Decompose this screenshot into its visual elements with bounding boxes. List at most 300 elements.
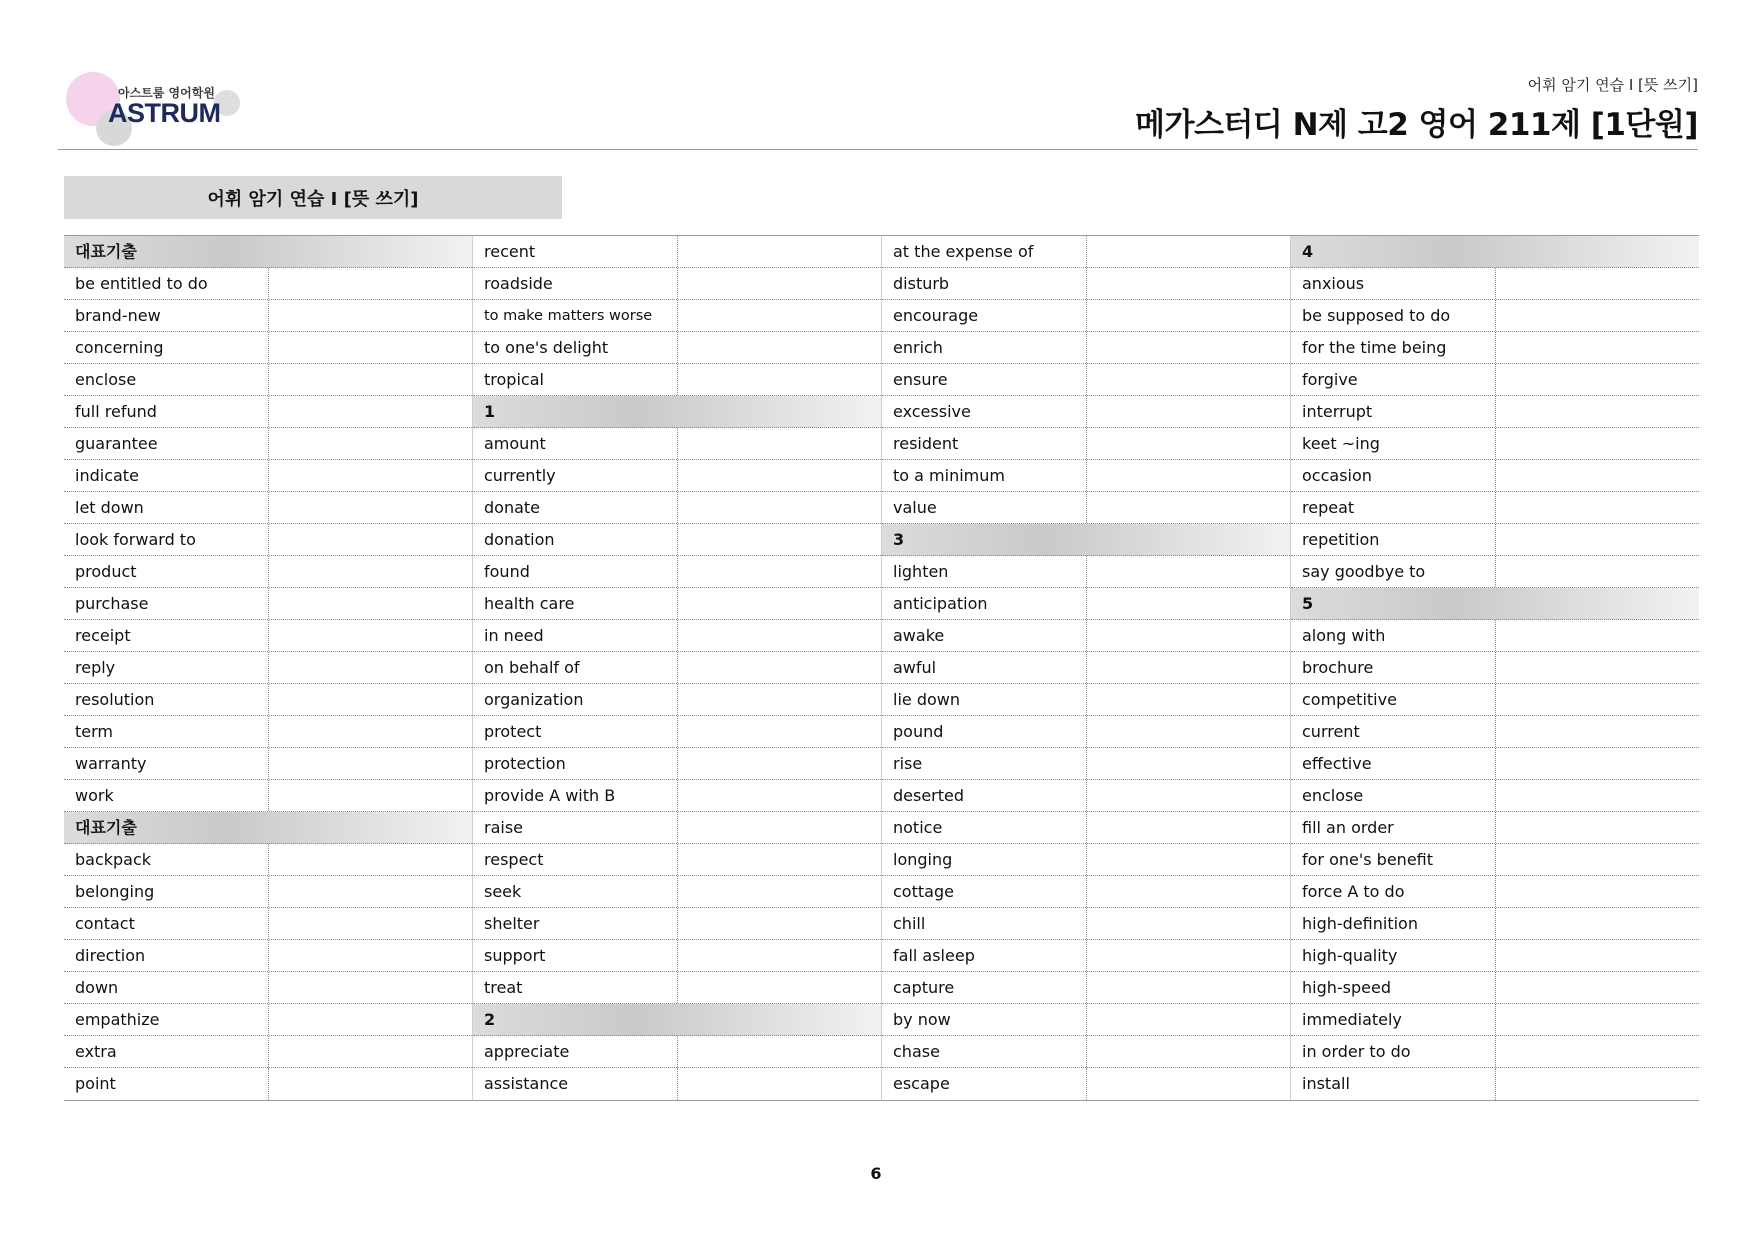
- vocab-word: awful: [893, 658, 937, 677]
- meaning-blank[interactable]: [268, 940, 472, 971]
- meaning-blank[interactable]: [1495, 844, 1699, 875]
- meaning-blank[interactable]: [1495, 716, 1699, 747]
- vocab-word: purchase: [75, 594, 149, 613]
- vocab-word: donation: [484, 530, 555, 549]
- meaning-blank[interactable]: [268, 844, 472, 875]
- vocab-word: by now: [893, 1010, 951, 1029]
- meaning-blank[interactable]: [1495, 1004, 1699, 1035]
- meaning-blank[interactable]: [677, 940, 881, 971]
- vocab-column-2: [473, 235, 882, 1101]
- vocab-word: forgive: [1302, 370, 1358, 389]
- meaning-blank[interactable]: [677, 652, 881, 683]
- meaning-blank[interactable]: [1086, 492, 1290, 523]
- vocab-row: [473, 748, 881, 780]
- vocab-table: [64, 235, 1699, 1101]
- vocab-row: [882, 1004, 1290, 1036]
- vocab-row: [1291, 908, 1699, 940]
- meaning-blank[interactable]: [1495, 908, 1699, 939]
- vocab-word: force A to do: [1302, 882, 1405, 901]
- meaning-blank[interactable]: [1495, 556, 1699, 587]
- meaning-blank[interactable]: [1086, 332, 1290, 363]
- vocab-word: let down: [75, 498, 144, 517]
- vocab-row: [64, 1004, 472, 1036]
- vocab-word: for the time being: [1302, 338, 1447, 357]
- section-heading: 대표기출: [64, 812, 472, 844]
- vocab-word: on behalf of: [484, 658, 580, 677]
- vocab-row: [64, 940, 472, 972]
- vocab-row: [473, 332, 881, 364]
- vocab-row: [64, 844, 472, 876]
- meaning-blank[interactable]: [1495, 492, 1699, 523]
- vocab-word: protect: [484, 722, 542, 741]
- section-heading: 2: [473, 1004, 881, 1036]
- meaning-blank[interactable]: [1495, 396, 1699, 427]
- meaning-blank[interactable]: [1495, 1036, 1699, 1067]
- meaning-blank[interactable]: [268, 364, 472, 395]
- vocab-word: backpack: [75, 850, 152, 869]
- meaning-blank[interactable]: [268, 780, 472, 811]
- vocab-row: [1291, 396, 1699, 428]
- vocab-word: awake: [893, 626, 945, 645]
- meaning-blank[interactable]: [1086, 780, 1290, 811]
- vocab-row: [1291, 620, 1699, 652]
- section-heading: 5: [1291, 588, 1699, 620]
- vocab-word: point: [75, 1074, 116, 1093]
- meaning-blank[interactable]: [1495, 940, 1699, 971]
- section-heading: 대표기출: [64, 236, 472, 268]
- vocab-word: anxious: [1302, 274, 1365, 293]
- vocab-word: raise: [484, 818, 524, 837]
- vocab-word: concerning: [75, 338, 164, 357]
- vocab-word: guarantee: [75, 434, 158, 453]
- vocab-row: [64, 492, 472, 524]
- vocab-row: [882, 396, 1290, 428]
- meaning-blank[interactable]: [268, 748, 472, 779]
- header-divider: [58, 149, 1698, 150]
- meaning-blank[interactable]: [268, 908, 472, 939]
- meaning-blank[interactable]: [1495, 364, 1699, 395]
- vocab-row: [1291, 524, 1699, 556]
- vocab-word: high-speed: [1302, 978, 1391, 997]
- vocab-word: be supposed to do: [1302, 306, 1451, 325]
- vocab-word: encourage: [893, 306, 979, 325]
- vocab-row: [882, 972, 1290, 1004]
- vocab-row: [882, 844, 1290, 876]
- vocab-row: [473, 268, 881, 300]
- vocab-row: [64, 588, 472, 620]
- vocab-row: [882, 588, 1290, 620]
- meaning-blank[interactable]: [677, 236, 881, 267]
- page-number: 6: [870, 1164, 882, 1183]
- vocab-row: [882, 556, 1290, 588]
- vocab-row: [473, 492, 881, 524]
- meaning-blank[interactable]: [268, 716, 472, 747]
- vocab-word: longing: [893, 850, 953, 869]
- page-title: 메가스터디 N제 고2 영어 211제 [1단원]: [1135, 107, 1698, 143]
- meaning-blank[interactable]: [1495, 652, 1699, 683]
- vocab-word: pound: [893, 722, 944, 741]
- vocab-word: competitive: [1302, 690, 1397, 709]
- vocab-word: protection: [484, 754, 566, 773]
- meaning-blank[interactable]: [1086, 748, 1290, 779]
- meaning-blank[interactable]: [677, 332, 881, 363]
- vocab-row: [64, 460, 472, 492]
- meaning-blank[interactable]: [677, 268, 881, 299]
- vocab-word: repetition: [1302, 530, 1380, 549]
- vocab-row: [882, 652, 1290, 684]
- meaning-blank[interactable]: [268, 588, 472, 619]
- vocab-word: to one's delight: [484, 338, 609, 357]
- vocab-word: respect: [484, 850, 544, 869]
- meaning-blank[interactable]: [677, 1036, 881, 1067]
- vocab-row: [64, 300, 472, 332]
- meaning-blank[interactable]: [1086, 364, 1290, 395]
- vocab-row: [1291, 972, 1699, 1004]
- vocab-row: [882, 716, 1290, 748]
- vocab-row: [64, 972, 472, 1004]
- meaning-blank[interactable]: [268, 524, 472, 555]
- meaning-blank[interactable]: [677, 460, 881, 491]
- meaning-blank[interactable]: [1495, 1068, 1699, 1100]
- vocab-row: [64, 620, 472, 652]
- meaning-blank[interactable]: [268, 460, 472, 491]
- vocab-word: provide A with B: [484, 786, 616, 805]
- vocab-word: look forward to: [75, 530, 196, 549]
- vocab-word: treat: [484, 978, 523, 997]
- header-subtitle: 어휘 암기 연습 I [뜻 쓰기]: [1527, 76, 1698, 94]
- vocab-row: [1291, 428, 1699, 460]
- vocab-row: [1291, 940, 1699, 972]
- meaning-blank[interactable]: [268, 332, 472, 363]
- meaning-blank[interactable]: [677, 620, 881, 651]
- vocab-row: [473, 940, 881, 972]
- meaning-blank[interactable]: [677, 588, 881, 619]
- meaning-blank[interactable]: [1495, 748, 1699, 779]
- meaning-blank[interactable]: [1086, 1068, 1290, 1100]
- vocab-row: [473, 588, 881, 620]
- vocab-row: [882, 492, 1290, 524]
- meaning-blank[interactable]: [1495, 620, 1699, 651]
- vocab-row: [473, 908, 881, 940]
- meaning-blank[interactable]: [1495, 684, 1699, 715]
- vocab-word: for one's benefit: [1302, 850, 1434, 869]
- vocab-word: say goodbye to: [1302, 562, 1426, 581]
- vocab-word: immediately: [1302, 1010, 1402, 1029]
- vocab-row: [1291, 492, 1699, 524]
- meaning-blank[interactable]: [1086, 620, 1290, 651]
- vocab-word: found: [484, 562, 530, 581]
- meaning-blank[interactable]: [1086, 716, 1290, 747]
- meaning-blank[interactable]: [268, 396, 472, 427]
- vocab-row: [1291, 812, 1699, 844]
- vocab-row: [473, 876, 881, 908]
- vocab-word: lie down: [893, 690, 960, 709]
- meaning-blank[interactable]: [268, 1036, 472, 1067]
- section-heading: 1: [473, 396, 881, 428]
- vocab-word: high-definition: [1302, 914, 1418, 933]
- meaning-blank[interactable]: [1495, 268, 1699, 299]
- meaning-blank[interactable]: [677, 972, 881, 1003]
- vocab-word: reply: [75, 658, 116, 677]
- meaning-blank[interactable]: [1495, 332, 1699, 363]
- meaning-blank[interactable]: [1086, 1004, 1290, 1035]
- vocab-row: [473, 652, 881, 684]
- meaning-blank[interactable]: [1086, 972, 1290, 1003]
- vocab-word: effective: [1302, 754, 1372, 773]
- vocab-row: [1291, 268, 1699, 300]
- vocab-row: [473, 844, 881, 876]
- meaning-blank[interactable]: [1086, 396, 1290, 427]
- vocab-row: [882, 428, 1290, 460]
- section-heading: 4: [1291, 236, 1699, 268]
- vocab-row: [473, 1068, 881, 1100]
- vocab-row: [882, 876, 1290, 908]
- meaning-blank[interactable]: [677, 364, 881, 395]
- vocab-word: shelter: [484, 914, 540, 933]
- vocab-word: excessive: [893, 402, 971, 421]
- header: [1135, 74, 1698, 144]
- vocab-row: [473, 460, 881, 492]
- vocab-row: [1291, 876, 1699, 908]
- vocab-row: [882, 268, 1290, 300]
- logo-subtitle: 아스트룸 영어학원: [118, 86, 215, 100]
- meaning-blank[interactable]: [677, 524, 881, 555]
- vocab-row: [882, 332, 1290, 364]
- meaning-blank[interactable]: [677, 300, 881, 331]
- vocab-word: to make matters worse: [484, 308, 653, 324]
- vocab-row: [473, 524, 881, 556]
- vocab-row: [882, 780, 1290, 812]
- vocab-word: amount: [484, 434, 546, 453]
- vocab-word: recent: [484, 242, 536, 261]
- meaning-blank[interactable]: [1495, 300, 1699, 331]
- vocab-word: chase: [893, 1042, 940, 1061]
- vocab-row: [473, 236, 881, 268]
- vocab-row: [1291, 652, 1699, 684]
- vocab-word: brand-new: [75, 306, 161, 325]
- vocab-word: deserted: [893, 786, 965, 805]
- vocab-row: [882, 236, 1290, 268]
- meaning-blank[interactable]: [1086, 844, 1290, 875]
- meaning-blank[interactable]: [677, 492, 881, 523]
- vocab-row: [473, 780, 881, 812]
- vocab-word: high-quality: [1302, 946, 1398, 965]
- vocab-row: [64, 1036, 472, 1068]
- meaning-blank[interactable]: [1086, 268, 1290, 299]
- meaning-blank[interactable]: [1086, 876, 1290, 907]
- meaning-blank[interactable]: [268, 684, 472, 715]
- vocab-word: receipt: [75, 626, 131, 645]
- meaning-blank[interactable]: [1495, 524, 1699, 555]
- section-title: 어휘 암기 연습 I [뜻 쓰기]: [64, 176, 562, 219]
- meaning-blank[interactable]: [268, 620, 472, 651]
- vocab-row: [64, 524, 472, 556]
- meaning-blank[interactable]: [1086, 908, 1290, 939]
- meaning-blank[interactable]: [1086, 300, 1290, 331]
- meaning-blank[interactable]: [677, 748, 881, 779]
- vocab-row: [473, 364, 881, 396]
- vocab-row: [473, 556, 881, 588]
- vocab-row: [64, 268, 472, 300]
- meaning-blank[interactable]: [1086, 940, 1290, 971]
- meaning-blank[interactable]: [268, 428, 472, 459]
- meaning-blank[interactable]: [268, 972, 472, 1003]
- vocab-word: value: [893, 498, 937, 517]
- meaning-blank[interactable]: [1086, 460, 1290, 491]
- vocab-word: capture: [893, 978, 955, 997]
- meaning-blank[interactable]: [677, 844, 881, 875]
- vocab-word: donate: [484, 498, 541, 517]
- vocab-word: install: [1302, 1074, 1350, 1093]
- meaning-blank[interactable]: [677, 908, 881, 939]
- meaning-blank[interactable]: [1086, 556, 1290, 587]
- vocab-word: fill an order: [1302, 818, 1394, 837]
- vocab-row: [64, 652, 472, 684]
- vocab-row: [882, 620, 1290, 652]
- vocab-row: [1291, 1036, 1699, 1068]
- logo: [66, 70, 256, 150]
- vocab-column-3: [882, 235, 1291, 1101]
- vocab-word: be entitled to do: [75, 274, 208, 293]
- meaning-blank[interactable]: [1495, 780, 1699, 811]
- meaning-blank[interactable]: [1495, 460, 1699, 491]
- vocab-word: term: [75, 722, 113, 741]
- meaning-blank[interactable]: [268, 1068, 472, 1100]
- section-heading: 3: [882, 524, 1290, 556]
- vocab-row: [473, 812, 881, 844]
- vocab-column-1: [64, 235, 473, 1101]
- meaning-blank[interactable]: [268, 300, 472, 331]
- vocab-word: resident: [893, 434, 959, 453]
- vocab-row: [64, 748, 472, 780]
- vocab-word: keet ~ing: [1302, 434, 1380, 453]
- meaning-blank[interactable]: [1495, 972, 1699, 1003]
- vocab-row: [882, 300, 1290, 332]
- vocab-row: [64, 908, 472, 940]
- vocab-word: assistance: [484, 1074, 569, 1093]
- meaning-blank[interactable]: [1495, 428, 1699, 459]
- meaning-blank[interactable]: [1086, 684, 1290, 715]
- vocab-word: occasion: [1302, 466, 1372, 485]
- vocab-row: [1291, 332, 1699, 364]
- vocab-word: in need: [484, 626, 544, 645]
- vocab-row: [1291, 1068, 1699, 1100]
- vocab-row: [473, 1036, 881, 1068]
- vocab-word: enclose: [1302, 786, 1364, 805]
- vocab-word: organization: [484, 690, 584, 709]
- vocab-word: indicate: [75, 466, 139, 485]
- vocab-row: [64, 1068, 472, 1100]
- vocab-word: direction: [75, 946, 146, 965]
- vocab-column-4: [1291, 235, 1699, 1101]
- logo-brand: ASTRUM: [108, 98, 221, 128]
- meaning-blank[interactable]: [268, 268, 472, 299]
- vocab-word: ensure: [893, 370, 948, 389]
- meaning-blank[interactable]: [1086, 236, 1290, 267]
- meaning-blank[interactable]: [1086, 588, 1290, 619]
- vocab-word: anticipation: [893, 594, 988, 613]
- vocab-row: [882, 940, 1290, 972]
- meaning-blank[interactable]: [677, 812, 881, 843]
- vocab-row: [64, 780, 472, 812]
- vocab-row: [64, 684, 472, 716]
- vocab-word: notice: [893, 818, 943, 837]
- vocab-row: [882, 812, 1290, 844]
- vocab-word: enrich: [893, 338, 943, 357]
- meaning-blank[interactable]: [677, 1068, 881, 1100]
- vocab-word: appreciate: [484, 1042, 570, 1061]
- vocab-word: empathize: [75, 1010, 160, 1029]
- vocab-word: full refund: [75, 402, 157, 421]
- vocab-word: support: [484, 946, 546, 965]
- meaning-blank[interactable]: [268, 556, 472, 587]
- meaning-blank[interactable]: [1086, 652, 1290, 683]
- meaning-blank[interactable]: [1086, 428, 1290, 459]
- vocab-word: contact: [75, 914, 135, 933]
- meaning-blank[interactable]: [677, 876, 881, 907]
- vocab-word: resolution: [75, 690, 155, 709]
- vocab-row: [1291, 844, 1699, 876]
- meaning-blank[interactable]: [677, 428, 881, 459]
- vocab-word: current: [1302, 722, 1360, 741]
- vocab-row: [882, 364, 1290, 396]
- vocab-word: extra: [75, 1042, 117, 1061]
- meaning-blank[interactable]: [268, 492, 472, 523]
- vocab-row: [473, 972, 881, 1004]
- meaning-blank[interactable]: [268, 652, 472, 683]
- vocab-word: cottage: [893, 882, 954, 901]
- vocab-word: along with: [1302, 626, 1386, 645]
- meaning-blank[interactable]: [268, 876, 472, 907]
- vocab-row: [64, 332, 472, 364]
- vocab-row: [64, 364, 472, 396]
- vocab-row: [473, 428, 881, 460]
- vocab-word: work: [75, 786, 114, 805]
- vocab-word: product: [75, 562, 137, 581]
- vocab-row: [882, 748, 1290, 780]
- vocab-word: tropical: [484, 370, 544, 389]
- meaning-blank[interactable]: [1086, 812, 1290, 843]
- meaning-blank[interactable]: [677, 780, 881, 811]
- meaning-blank[interactable]: [1086, 1036, 1290, 1067]
- vocab-row: [1291, 1004, 1699, 1036]
- vocab-word: belonging: [75, 882, 155, 901]
- vocab-row: [1291, 364, 1699, 396]
- vocab-row: [1291, 748, 1699, 780]
- vocab-row: [1291, 300, 1699, 332]
- vocab-word: to a minimum: [893, 466, 1005, 485]
- vocab-word: seek: [484, 882, 522, 901]
- vocab-word: brochure: [1302, 658, 1374, 677]
- vocab-word: chill: [893, 914, 926, 933]
- vocab-word: roadside: [484, 274, 553, 293]
- vocab-row: [1291, 556, 1699, 588]
- vocab-row: [1291, 684, 1699, 716]
- meaning-blank[interactable]: [1495, 876, 1699, 907]
- meaning-blank[interactable]: [268, 1004, 472, 1035]
- meaning-blank[interactable]: [677, 716, 881, 747]
- vocab-word: health care: [484, 594, 575, 613]
- vocab-row: [882, 1036, 1290, 1068]
- vocab-row: [473, 716, 881, 748]
- vocab-row: [882, 908, 1290, 940]
- meaning-blank[interactable]: [677, 556, 881, 587]
- meaning-blank[interactable]: [677, 684, 881, 715]
- vocab-word: rise: [893, 754, 923, 773]
- vocab-word: disturb: [893, 274, 950, 293]
- vocab-row: [882, 460, 1290, 492]
- meaning-blank[interactable]: [1495, 812, 1699, 843]
